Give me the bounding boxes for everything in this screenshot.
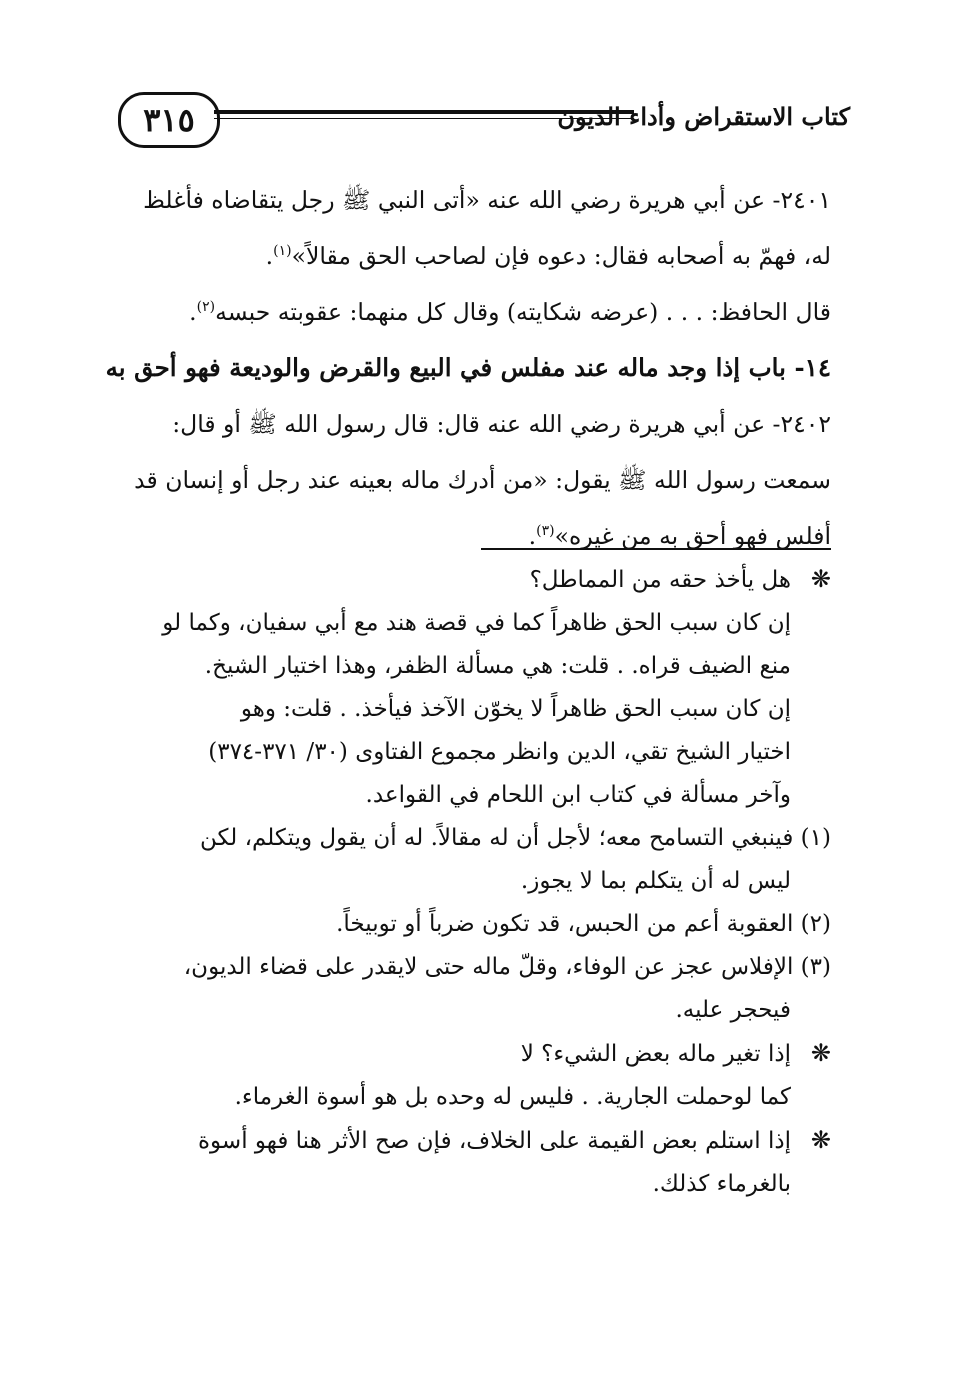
chapter-heading-14: ١٤- باب إذا وجد ماله عند مفلس في البيع والقرض والوديعة فهو أحق به xyxy=(105,353,831,382)
footnote-3-cont: فيحجر عليه. xyxy=(675,997,791,1023)
hafiz-comment xyxy=(121,284,831,340)
main-text xyxy=(105,172,831,564)
hadith-2402-line-2: سمعت رسول الله ﷺ يقول: «من أدرك ماله بعينه عند رجل أو إنسان قد xyxy=(134,466,831,494)
footnote-2: (٢) العقوبة أعم من الحبس، قد تكون ضرباً أو توبيخاً. xyxy=(336,911,831,937)
footnote-1-cont: ليس له أن يتكلم بما لا يجوز. xyxy=(520,868,791,894)
note-line: اختيار الشيخ تقي، الدين وانظر مجموع الفتاوى (٣٠/ ٣٧١-٣٧٤) xyxy=(208,739,791,765)
hadith-2402-line-1: ٢٤٠٢- عن أبي هريرة رضي الله عنه قال: قال رسول الله ﷺ أو قال: xyxy=(172,410,831,438)
note-star-1 xyxy=(121,558,831,602)
note-line: إن كان سبب الحق ظاهراً لا يخوّن الآخذ فيأخذ. . قلت: وهو xyxy=(240,696,791,722)
footnote-ref-3: (٣) xyxy=(536,523,555,540)
note-line: بالغرماء كذلك. xyxy=(652,1171,791,1197)
note-star-3 xyxy=(121,1119,831,1163)
chapter-title: كتاب الاستقراض وأداء الديون xyxy=(557,102,850,131)
asterisk-icon: ❋ xyxy=(810,1039,831,1067)
note-star-3-text: إذا استلم بعض القيمة على الخلاف، فإن صح الأثر هنا فهو أسوة xyxy=(197,1128,791,1154)
hadith-2402-line-3-end: . xyxy=(528,522,537,550)
note-star-1-text: هل يأخذ حقه من المماطل؟ xyxy=(529,567,791,593)
page-number: ٣١٥ xyxy=(118,92,220,148)
hafiz-comment-end: . xyxy=(189,298,197,326)
footnote-ref-2: (٢) xyxy=(196,299,216,316)
hadith-2401-line-1: ٢٤٠١- عن أبي هريرة رضي الله عنه «أتى النبي ﷺ رجل يتقاضاه فأغلظ xyxy=(143,186,831,214)
hadith-2401-line-2 xyxy=(121,228,831,284)
hafiz-comment-text: قال الحافظ: . . . (عرضه شكايته) وقال كل منهما: عقوبته حبسه xyxy=(215,298,831,326)
footnote-separator xyxy=(481,548,831,550)
page-header xyxy=(110,88,850,150)
note-line: وآخر مسألة في كتاب ابن اللحام في القواعد. xyxy=(365,782,791,808)
note-star-2-text: إذا تغير ماله بعض الشيء؟ لا xyxy=(520,1041,791,1067)
note-line: إن كان سبب الحق ظاهراً كما في قصة هند مع أبي سفيان، وكما لو xyxy=(162,610,791,636)
footnote-1: (١) فينبغي التسامح معه؛ لأجل أن له مقالاً. له أن يقول ويتكلم، لكن xyxy=(200,825,831,851)
note-star-2 xyxy=(121,1032,831,1076)
hadith-2401-line-2-end: . xyxy=(265,242,274,270)
hadith-2401-line-2-text: له، فهمّ به أصحابه فقال: دعوه فإن لصاحب الحق مقالاً» xyxy=(291,242,831,270)
footnote-ref-1: (١) xyxy=(273,243,292,260)
footnote-3: (٣) الإفلاس عجز عن الوفاء، وقلّ ماله حتى لايقدر على قضاء الديون، xyxy=(183,954,831,980)
hadith-2402-line-3-text: أفلس فهو أحق به من غيره» xyxy=(554,522,831,550)
footnotes xyxy=(121,558,831,1206)
asterisk-icon: ❋ xyxy=(810,565,831,593)
note-line: منع الضيف قراه. . قلت: هي مسألة الظفر، وهذا اختيار الشيخ. xyxy=(204,653,791,679)
note-line: كما لوحملت الجارية. . فليس له وحده بل هو أسوة الغرماء. xyxy=(234,1084,791,1110)
hadith-2402-line-3 xyxy=(121,508,831,564)
asterisk-icon: ❋ xyxy=(810,1126,831,1154)
